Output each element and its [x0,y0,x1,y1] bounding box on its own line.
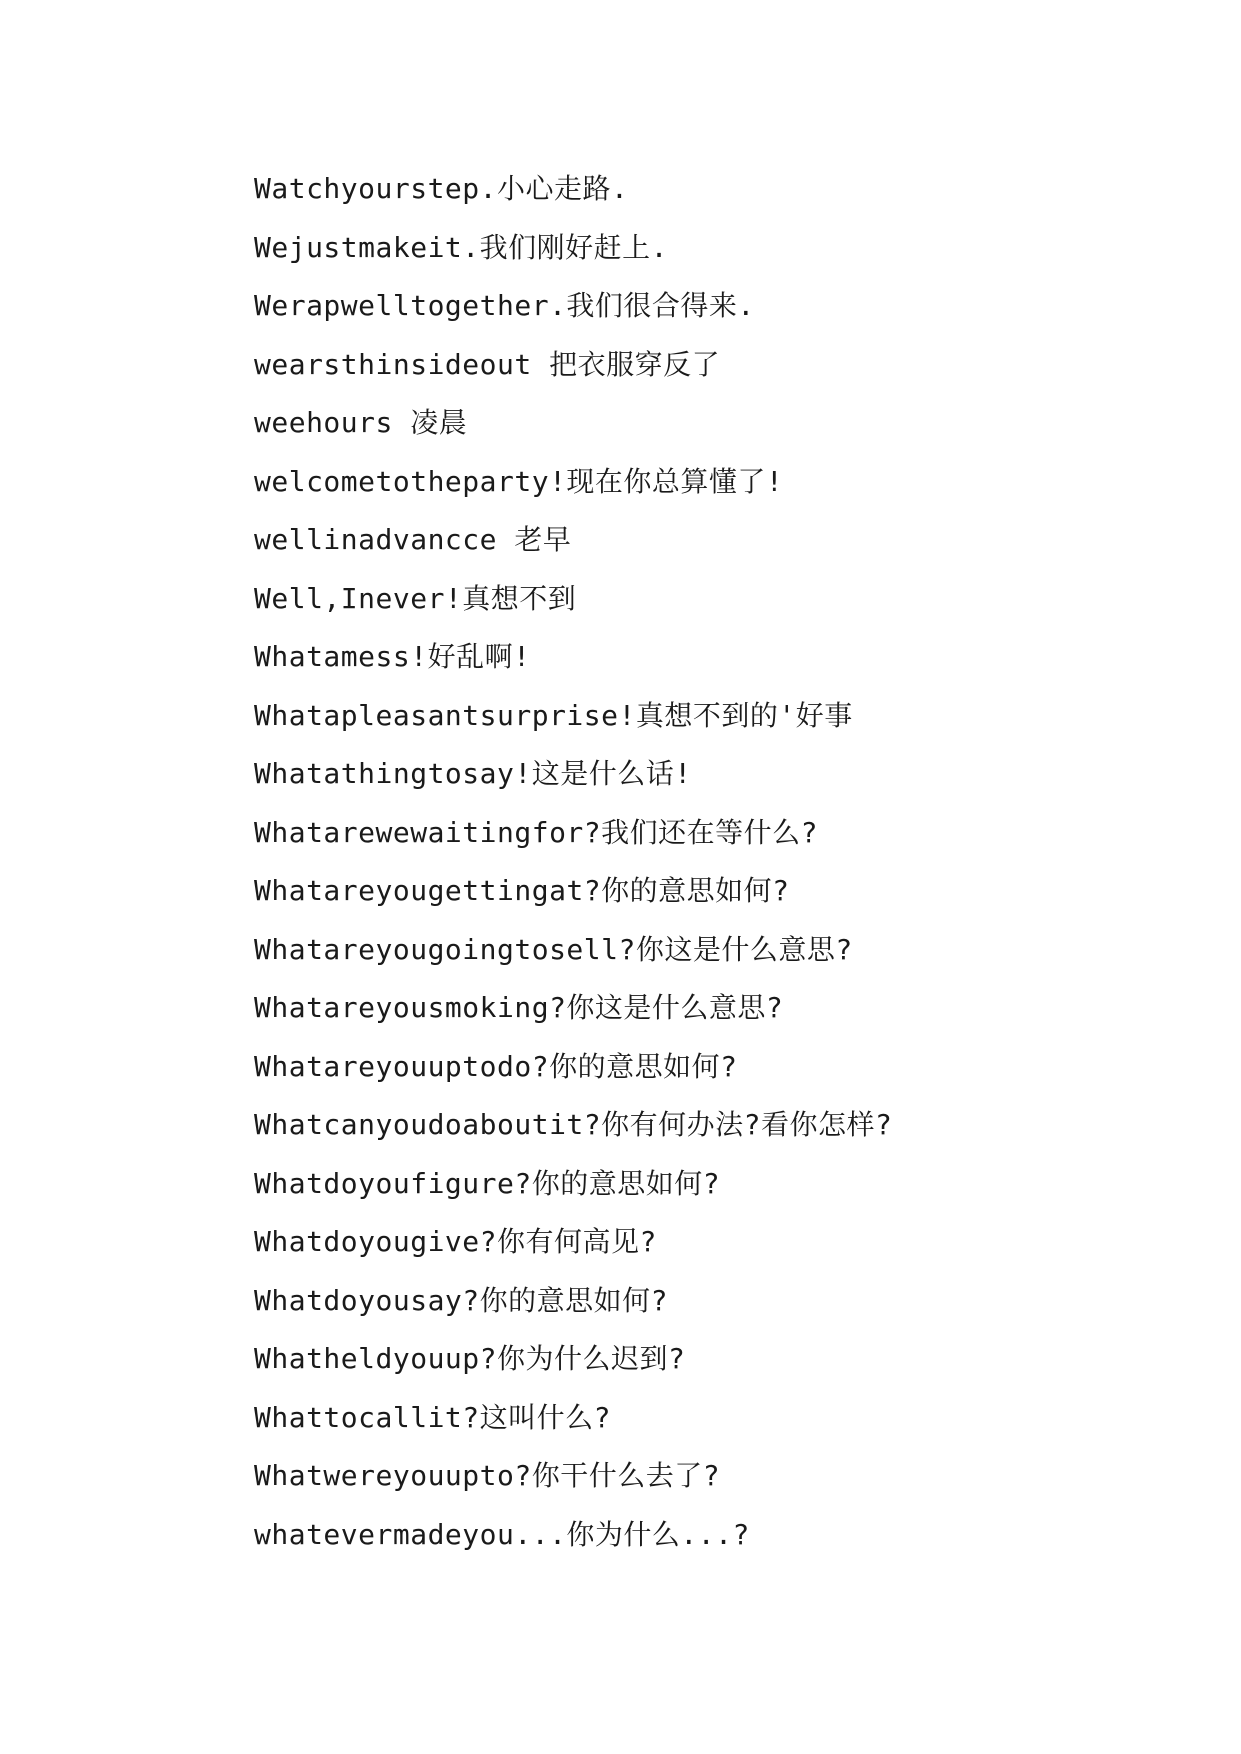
phrase-line: Whatareyougoingtosell?你这是什么意思? [254,932,853,966]
phrase-line: Whattocallit?这叫什么? [254,1400,612,1434]
phrase-line: Wejustmakeit.我们刚好赶上. [254,230,669,264]
phrase-list [254,160,1194,1564]
phrase-line: whatevermadeyou...你为什么...? [254,1517,750,1551]
phrase-line: Whatdoyousay?你的意思如何? [254,1283,669,1317]
phrase-line: Whatdoyougive?你有何高见? [254,1225,657,1258]
phrase-line: Werapwelltogether.我们很合得来. [254,289,755,322]
phrase-line: Whatamess!好乱啊! [254,640,531,673]
phrase-line: Whatwereyouupto?你干什么去了? [254,1459,721,1492]
phrase-line: Whatathingtosay!这是什么话! [254,757,692,790]
phrase-line: Watchyourstep.小心走路. [254,172,629,205]
phrase-line: Whatareyousmoking?你这是什么意思? [254,991,784,1024]
phrase-line: welcometotheparty!现在你总算懂了! [254,464,784,498]
phrase-line: Whatareyougettingat?你的意思如何? [254,874,790,907]
phrase-line: Whatdoyoufigure?你的意思如何? [254,1166,721,1200]
phrase-line: Whatarewewaitingfor?我们还在等什么? [254,815,819,849]
phrase-line: Whatheldyouup?你为什么迟到? [254,1342,686,1375]
phrase-line: weehours 凌晨 [254,406,468,439]
phrase-line: Whatcanyoudoaboutit?你有何办法?看你怎样? [254,1108,893,1141]
phrase-line: wellinadvancce 老早 [254,523,572,556]
phrase-line: Whatapleasantsurprise!真想不到的'好事 [254,698,853,732]
phrase-line: wearsthinsideout 把衣服穿反了 [254,347,721,381]
phrase-line: Whatareyouuptodo?你的意思如何? [254,1049,738,1083]
phrase-line: Well,Inever!真想不到 [254,581,577,615]
